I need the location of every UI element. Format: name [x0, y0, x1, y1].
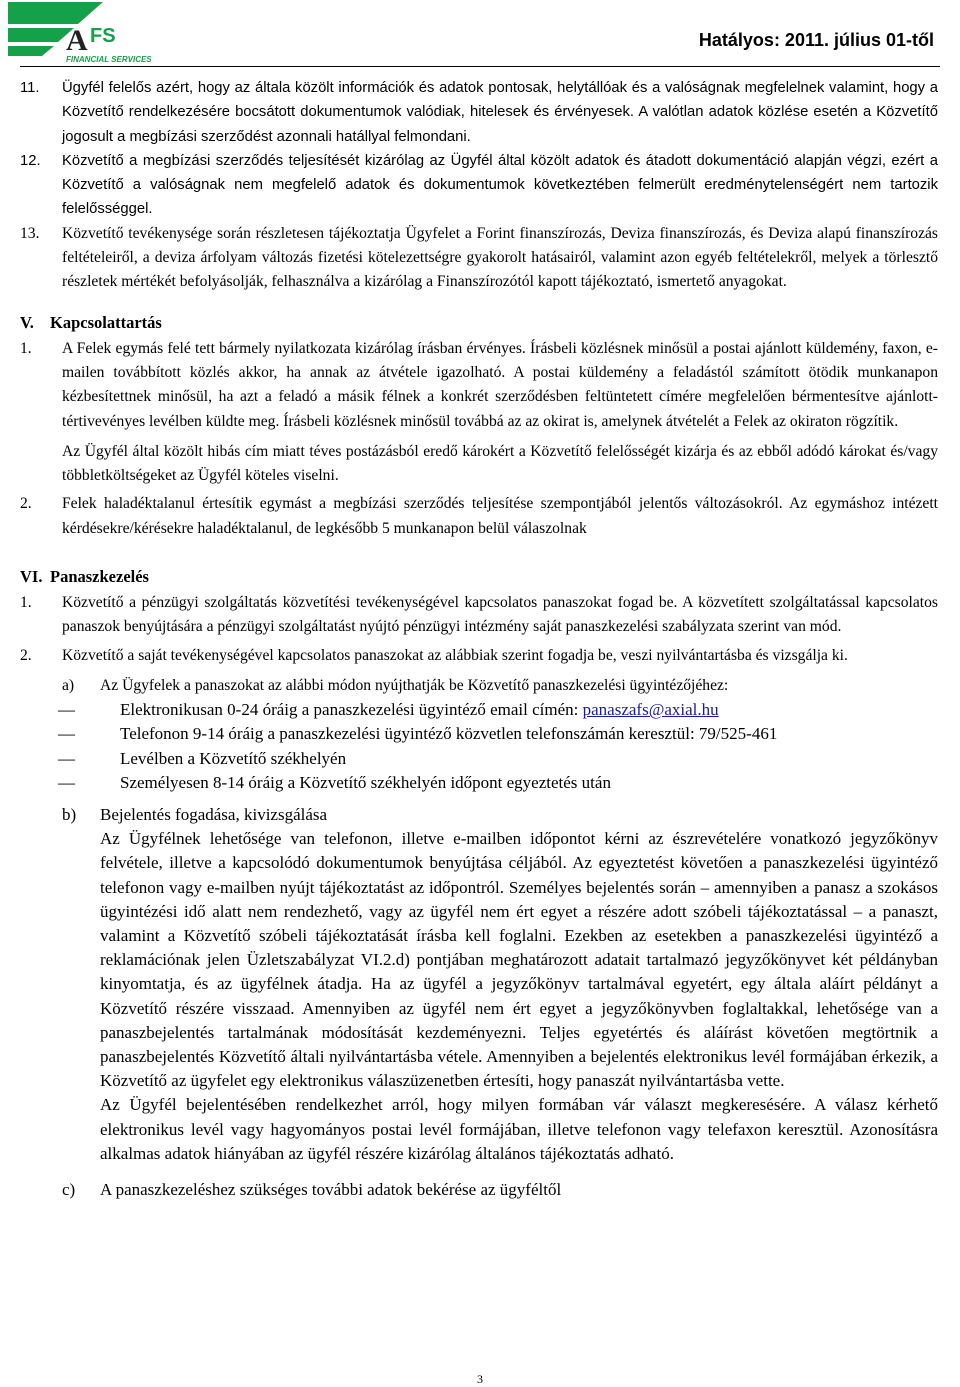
list-item: — Személyesen 8-14 óráig a Közvetítő székhelyén időpont egyeztetés után [58, 771, 938, 795]
list-item: — Levélben a Közvetítő székhelyén [58, 747, 938, 771]
item-text: Közvetítő a saját tevékenységével kapcsolatos panaszokat az alábbiak szerint fogadja be, veszi nyilvántartásba és vizsgálja ki. [62, 646, 848, 664]
item-number: 13. [20, 224, 40, 242]
subitem-label: b) [62, 805, 77, 825]
item-number: 12. [20, 152, 41, 169]
list-item: — Telefonon 9-14 óráig a panaszkezelési ügyintéző közvetlen telefonszámán keresztül: 79/525-461 [58, 722, 938, 746]
item-text: Közvetítő a pénzügyi szolgáltatás közvetítési tevékenységével kapcsolatos panaszokat fogad be. A közvetített szolgáltatással kapcsolatos panaszok benyújtására a pénzügyi szolgáltatást nyújtó pénzügyi intézmény saját panaszkezelési szabályzata szerint van mód. [62, 594, 938, 636]
email-link[interactable]: panaszafs@axial.hu [582, 700, 719, 720]
item-number: 11. [20, 80, 40, 96]
submission-methods-list [58, 698, 938, 795]
item-13 [20, 222, 938, 295]
item-11 [20, 76, 938, 149]
section-v-heading [20, 309, 938, 337]
subitem-text: A panaszkezeléshez szükséges további adatok bekérése az ügyféltől [100, 1180, 562, 1200]
item-text-continued: Az Ügyfél által közölt hibás cím miatt téves postázásból eredő károkért a Közvetítő felelősségét kizárja és az ebből adódó károkat és/vagy többletköltségeket az Ügyfél köteles viselni. [62, 442, 938, 485]
svg-text:FINANCIAL SERVICES: FINANCIAL SERVICES [66, 55, 152, 64]
item-text: Közvetítő tevékenysége során részletesen tájékoztatja Ügyfelet a Forint finanszírozás, Deviza finanszírozás, és Deviza alapú finanszírozás feltételeiről, a deviza árfolyam változás fizetési kötelezettségre gyakorolt hatásairól, valamint azon egyéb feltételekről, melyek a törlesztő részletek mértékét befolyásolják, felhasználva a kizárólag a Finanszírozótól kapott tájékoztató, ismertető anyagokat. [62, 224, 938, 291]
section-title: Panaszkezelés [50, 567, 149, 587]
item-text: Ügyfél felelős azért, hogy az általa közölt információk és adatok pontosak, helytállóak és a valóságnak megfelelnek valamint, hogy a Közvetítő rendelkezésére bocsátott dokumentumok valódiak, hitelesek és érvényesek. A valótlan adatok közlése esetén a Közvetítő jogosult a megbízási szerződést azonnali hatállyal felmondani. [62, 80, 938, 145]
document-body [20, 76, 938, 1202]
section-v-item-1 [20, 337, 938, 489]
item-number: 2. [20, 495, 32, 513]
list-item-text: Levélben a Közvetítő székhelyén [120, 748, 347, 768]
section-number: VI. [20, 567, 43, 587]
section-number: V. [20, 312, 34, 332]
section-vi-heading [20, 563, 938, 591]
page-number: 3 [477, 1372, 483, 1386]
header-rule [20, 66, 940, 67]
subitem-paragraph: Az Ügyfélnek lehetősége van telefonon, illetve e-mailben időpontot kérni az észrevételére vonatkozó jegyzőkönyv felvétele, illetve a kapcsolódó dokumentumok benyújtása céljából. Az egyeztetést követően a panaszkezelési ügyintéző telefonon vagy e-mailben nyújt tájékoztatást az időpontról. Személyes bejelentés során – amennyiben a panasz a szokásos ügyintézési idő alatt nem rendezhető, vagy az ügyfél nem ért egyet a részére adott szóbeli tájékoztatással – a panaszt, valamint a Közvetítő szóbeli tájékoztatását írásba kell foglalni. Ezekben az esetekben a panaszkezelési ügyintéző a reklamációnak jelen Üzletszabályzat VI.2.d) pontjában meghatározott adatait tartalmazó jegyzőkönyvet két példányban kinyomtatja, és az ügyfélnek átadja. Ha az ügyfél a jegyzőkönyv tartalmával egyetért, egy általa aláírt példányt a Közvetítő részére visszaad. Amennyiben az ügyfél nem ért egyet a jegyzőkönyvben foglaltakkal, lehetősége van a panaszbejelentés tartalmának módosítását kezdeményezni. Teljes egyetértés és aláírást követően megtörtnik a panaszbejelentés Közvetítő általi nyilvántartásba vétele. Amennyiben a bejelentés elektronikus levél formájában érkezik, a Közvetítő az ügyfelet egy elektronikus válaszüzenetben értesíti, hogy panaszát nyilvántartásba vette. [100, 829, 938, 1091]
list-item-text: Telefonon 9-14 óráig a panaszkezelési ügyintéző közvetlen telefonszámán keresztül: 79/525-461 [120, 724, 778, 744]
list-item-text: Elektronikusan 0-24 óráig a panaszkezelési ügyintéző email címén: [120, 700, 583, 720]
item-text: Közvetítő a megbízási szerződés teljesítését kizárólag az Ügyfél által közölt adatok és átadott dokumentáció alapján végzi, ezért a Közvetítő a valóságnak nem megfelelő adatok és dokumentumok következtében felmerült eredménytelenségért nem tartozik felelősséggel. [62, 152, 938, 218]
svg-text:FS: FS [90, 25, 116, 47]
subitem-a [62, 674, 938, 698]
subitem-title: Bejelentés fogadása, kivizsgálása [100, 805, 328, 825]
section-title: Kapcsolattartás [50, 312, 162, 332]
subitem-c [62, 1178, 938, 1202]
item-number: 2. [20, 646, 32, 664]
section-vi-item-2 [20, 644, 938, 668]
item-text: A Felek egymás felé tett bármely nyilatkozata kizárólag írásban érvényes. Írásbeli közlésnek minősül a postai ajánlott küldemény, faxon, e-mailen továbbított közlés akkor, ha annak az átvétele igazolható. A postai küldemény a feladástól számított ötödik munkanapon kézbesítettnek minősül, ha azt a feladó a másik félnek a konkrét szerződésben feltüntetett címére megfelelően bérmentesítve ajánlott-tértivevényes levélben küldte meg. Írásbeli közlésnek minősül továbbá az az okirat is, amelynek átvételét a Felek az okiraton rögzítik. [62, 339, 938, 430]
subitem-label: a) [62, 676, 75, 694]
item-12 [20, 149, 938, 222]
list-item: — Elektronikusan 0-24 óráig a panaszkezelési ügyintéző email címén: panaszafs@axial.hu [58, 700, 719, 720]
afs-logo [8, 2, 158, 64]
subitem-paragraph: Az Ügyfél bejelentésében rendelkezhet arról, hogy milyen formában vár választ megkeresésére. A válasz kérhető elektronikus levél vagy hagyományos postai levél formájában, illetve telefonon vagy telefaxon keresztül. Azonosításra alkalmas adatok hiányában az ügyfél részére kizárólag általános tájékoztatás adható. [100, 1095, 938, 1163]
subitem-text: Az Ügyfelek a panaszokat az alábbi módon nyújthatják be Közvetítő panaszkezelési ügyintézőjéhez: [100, 676, 729, 694]
svg-text:A: A [66, 24, 88, 57]
subitem-label: c) [62, 1180, 76, 1200]
item-text: Felek haladéktalanul értesítik egymást a megbízási szerződés teljesítése szempontjából jelentős változásokról. Az egymáshoz intézett kérdésekre/kérésekre haladéktalanul, de legkésőbb 5 munkanapon belül válaszolnak [62, 495, 938, 537]
item-number: 1. [20, 339, 32, 357]
section-v-item-2 [20, 492, 938, 541]
effective-date: Hatályos: 2011. július 01-től [698, 30, 934, 50]
page-header [0, 0, 960, 66]
list-item-text: Személyesen 8-14 óráig a Közvetítő székhelyén időpont egyeztetés után [120, 772, 611, 792]
item-number: 1. [20, 594, 32, 612]
section-vi-item-1 [20, 591, 938, 640]
subitem-b [62, 803, 938, 1166]
